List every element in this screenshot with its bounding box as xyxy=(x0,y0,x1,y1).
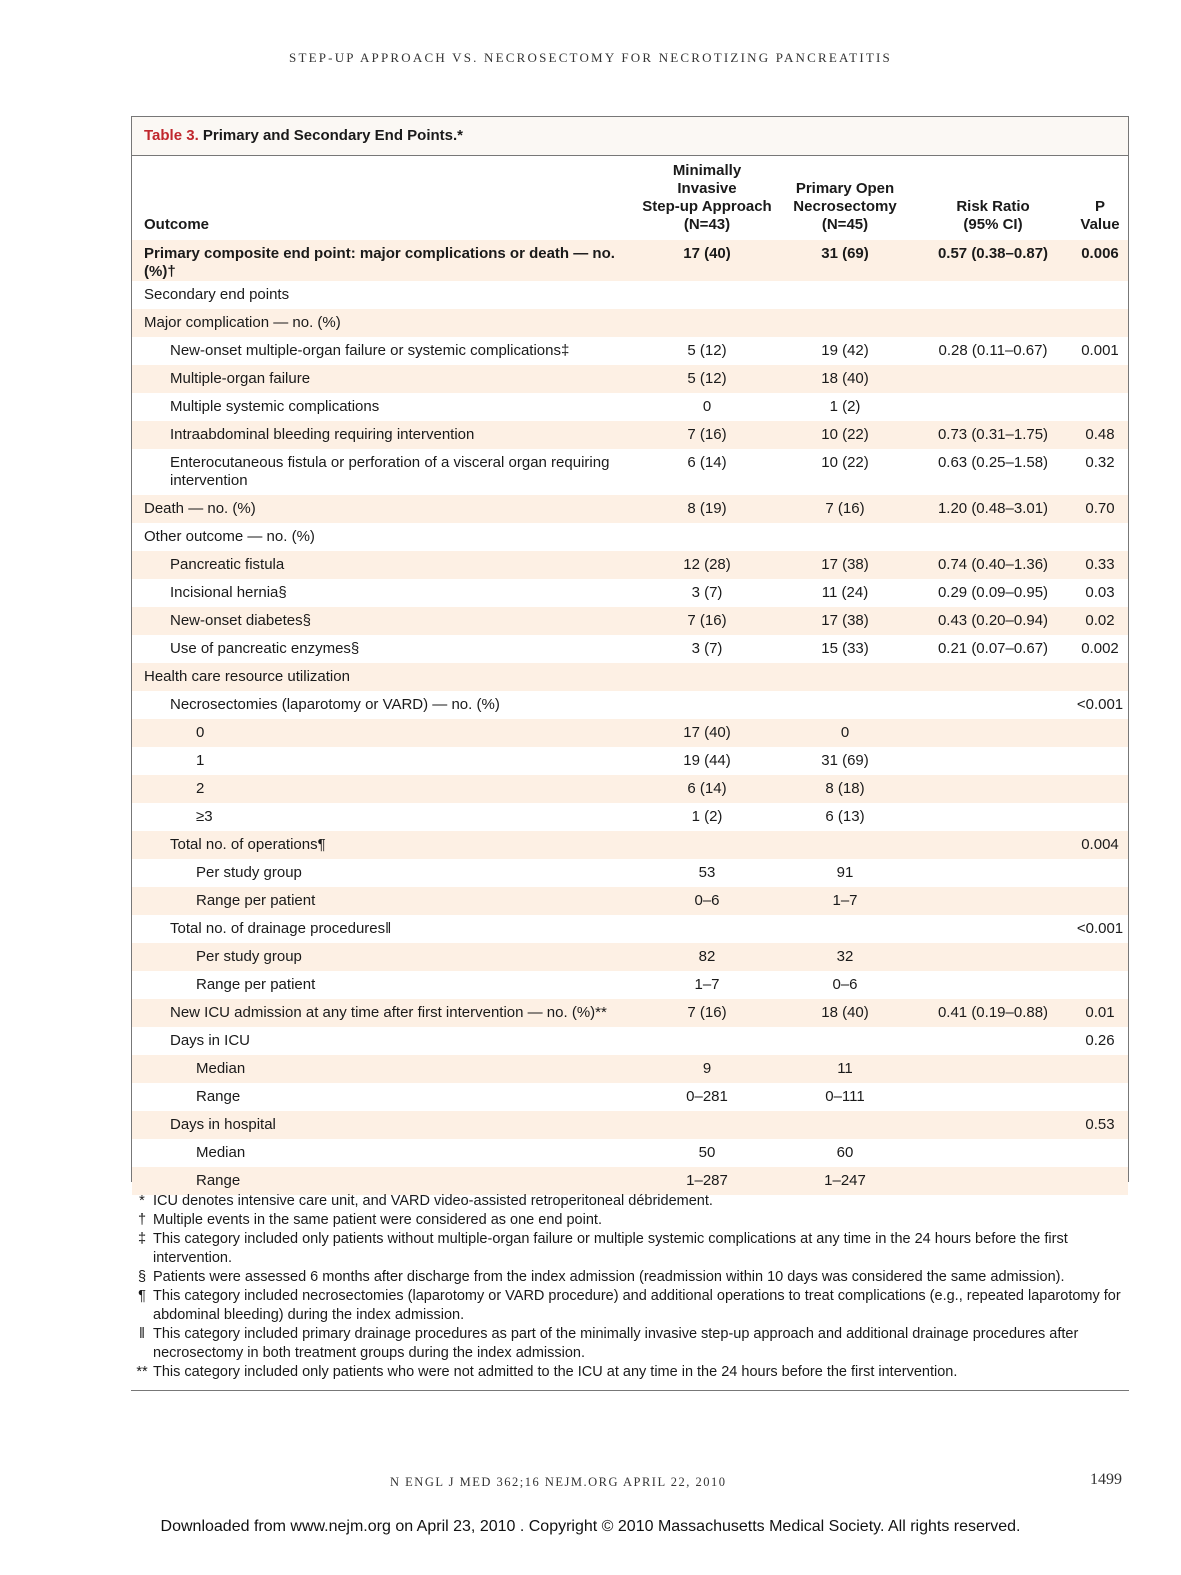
cell-step-up: 0–281 xyxy=(686,1088,728,1105)
header-step-up-line: (N=43) xyxy=(683,216,731,233)
cell-necrosectomy: 11 (24) xyxy=(821,584,869,601)
cell-p-value xyxy=(1072,523,1128,551)
cell-step-up: 3 (7) xyxy=(691,584,723,601)
cell-outcome: Incisional hernia§ xyxy=(170,584,287,601)
cell-outcome: New ICU admission at any time after first intervention — no. (%)** xyxy=(170,1004,607,1021)
cell-outcome: Necrosectomies (laparotomy or VARD) — no. (%) xyxy=(170,696,500,713)
cell-step-up xyxy=(638,1027,776,1055)
cell-risk-ratio xyxy=(914,1027,1072,1055)
cell-necrosectomy: 91 xyxy=(836,864,854,881)
table-row xyxy=(132,719,1128,747)
table-row xyxy=(132,635,1128,663)
cell-step-up: 1 (2) xyxy=(691,808,723,825)
table-row xyxy=(132,309,1128,337)
header-necrosectomy-line: (N=45) xyxy=(821,216,869,233)
cell-risk-ratio: 0.41 (0.19–0.88) xyxy=(937,1004,1049,1021)
table-row xyxy=(132,337,1128,365)
cell-p-value: 0.002 xyxy=(1081,640,1119,657)
table-row xyxy=(132,1055,1128,1083)
cell-necrosectomy: 10 (22) xyxy=(821,454,869,471)
cell-risk-ratio xyxy=(914,943,1072,971)
cell-risk-ratio xyxy=(914,971,1072,999)
table-row xyxy=(132,999,1128,1027)
cell-p-value xyxy=(1072,393,1128,421)
cell-risk-ratio: 0.21 (0.07–0.67) xyxy=(937,640,1049,657)
cell-necrosectomy: 8 (18) xyxy=(825,780,865,797)
cell-necrosectomy: 1–247 xyxy=(824,1172,866,1189)
cell-outcome: Range per patient xyxy=(196,976,316,993)
cell-outcome: Other outcome — no. (%) xyxy=(144,528,315,545)
footnote xyxy=(131,1192,1129,1211)
cell-risk-ratio: 0.43 (0.20–0.94) xyxy=(937,612,1049,629)
cell-p-value xyxy=(1072,281,1128,309)
footnotes xyxy=(131,1192,1129,1382)
cell-p-value xyxy=(1072,365,1128,393)
cell-outcome: Days in ICU xyxy=(170,1032,251,1049)
table-number: Table 3. xyxy=(144,127,199,144)
cell-p-value: 0.004 xyxy=(1081,836,1119,853)
cell-step-up: 17 (40) xyxy=(683,724,731,741)
footnote-text: This category included necrosectomies (laparotomy or VARD procedure) and additional operations to treat complications (e.g., repeated laparotomy for abdominal bleeding) during the index admission. xyxy=(153,1288,1121,1323)
footnote-text: This category included only patients who were not admitted to the ICU at any time in the 24 hours before the first intervention. xyxy=(153,1364,958,1380)
cell-p-value: <0.001 xyxy=(1076,696,1124,713)
cell-risk-ratio xyxy=(914,1111,1072,1139)
cell-risk-ratio xyxy=(914,309,1072,337)
footnote xyxy=(131,1230,1129,1268)
cell-risk-ratio xyxy=(914,747,1072,775)
header-step-up-line: Minimally Invasive xyxy=(672,162,742,197)
cell-p-value: 0.03 xyxy=(1085,584,1115,601)
cell-p-value: 0.53 xyxy=(1085,1116,1115,1133)
cell-risk-ratio xyxy=(914,281,1072,309)
cell-step-up xyxy=(638,915,776,943)
table-row xyxy=(132,747,1128,775)
cell-p-value xyxy=(1072,803,1128,831)
cell-risk-ratio: 0.63 (0.25–1.58) xyxy=(937,454,1049,471)
table-row xyxy=(132,579,1128,607)
cell-outcome: Total no. of operations¶ xyxy=(170,836,326,853)
cell-outcome: Range per patient xyxy=(196,892,316,909)
cell-outcome: Multiple systemic complications xyxy=(170,398,380,415)
cell-outcome: Enterocutaneous fistula or perforation of a visceral organ requiring intervention xyxy=(170,454,610,489)
running-head: STEP-UP APPROACH VS. NECROSECTOMY FOR NECROTIZING PANCREATITIS xyxy=(289,50,892,65)
cell-p-value: 0.32 xyxy=(1085,454,1115,471)
cell-p-value: <0.001 xyxy=(1076,920,1124,937)
header-necrosectomy xyxy=(776,156,914,240)
table-row xyxy=(132,523,1128,551)
cell-p-value xyxy=(1072,943,1128,971)
cell-necrosectomy: 0–6 xyxy=(832,976,858,993)
cell-necrosectomy: 7 (16) xyxy=(825,500,865,517)
journal-footer: N ENGL J MED 362;16 NEJM.ORG APRIL 22, 2010 xyxy=(390,1475,727,1489)
cell-risk-ratio xyxy=(914,775,1072,803)
table-row xyxy=(132,803,1128,831)
table-row xyxy=(132,859,1128,887)
cell-necrosectomy: 6 (13) xyxy=(825,808,865,825)
footnote xyxy=(131,1268,1129,1287)
cell-risk-ratio: 0.74 (0.40–1.36) xyxy=(937,556,1049,573)
cell-step-up: 6 (14) xyxy=(687,780,727,797)
cell-step-up: 50 xyxy=(698,1144,716,1161)
header-p-value-line: P Value xyxy=(1080,198,1120,233)
cell-risk-ratio xyxy=(914,859,1072,887)
cell-step-up: 1–7 xyxy=(694,976,720,993)
cell-risk-ratio: 0.28 (0.11–0.67) xyxy=(938,342,1048,359)
cell-step-up: 1–287 xyxy=(686,1172,728,1189)
table-row xyxy=(132,365,1128,393)
header-outcome: Outcome xyxy=(144,216,210,233)
footnote xyxy=(131,1211,1129,1230)
cell-risk-ratio: 0.29 (0.09–0.95) xyxy=(937,584,1049,601)
cell-necrosectomy xyxy=(776,663,914,691)
cell-necrosectomy: 11 xyxy=(837,1060,853,1077)
cell-step-up: 9 xyxy=(702,1060,712,1077)
table-row xyxy=(132,393,1128,421)
cell-step-up: 12 (28) xyxy=(683,556,731,573)
cell-step-up xyxy=(638,691,776,719)
cell-step-up xyxy=(638,831,776,859)
cell-necrosectomy: 60 xyxy=(836,1144,854,1161)
cell-outcome: Health care resource utilization xyxy=(144,668,350,685)
table-row xyxy=(132,887,1128,915)
cell-step-up: 7 (16) xyxy=(687,612,727,629)
cell-step-up: 53 xyxy=(698,864,716,881)
cell-outcome: Pancreatic fistula xyxy=(170,556,285,573)
cell-p-value: 0.001 xyxy=(1081,342,1119,359)
cell-step-up: 82 xyxy=(698,948,716,965)
cell-step-up: 0 xyxy=(702,398,712,415)
table-row xyxy=(132,831,1128,859)
footnote-symbol: ** xyxy=(136,1364,148,1380)
cell-outcome: Range xyxy=(196,1088,241,1105)
footnote-text: This category included primary drainage procedures as part of the minimally invasive step-up approach and additional drainage procedures after necrosectomy in both treatment groups during the index admission. xyxy=(153,1326,1079,1361)
footnote-symbol: ¶ xyxy=(138,1288,146,1304)
cell-step-up xyxy=(638,663,776,691)
cell-risk-ratio xyxy=(914,1055,1072,1083)
cell-p-value: 0.48 xyxy=(1085,426,1115,443)
table-row xyxy=(132,1111,1128,1139)
cell-step-up: 5 (12) xyxy=(687,342,727,359)
cell-risk-ratio xyxy=(914,1167,1072,1195)
cell-step-up: 7 (16) xyxy=(687,426,727,443)
footnote-symbol: ‡ xyxy=(137,1231,147,1247)
cell-risk-ratio xyxy=(914,691,1072,719)
cell-risk-ratio xyxy=(914,1139,1072,1167)
cell-p-value xyxy=(1072,859,1128,887)
cell-p-value: 0.006 xyxy=(1081,245,1119,262)
cell-necrosectomy: 32 xyxy=(836,948,854,965)
cell-p-value: 0.26 xyxy=(1085,1032,1115,1049)
cell-p-value xyxy=(1072,1083,1128,1111)
cell-necrosectomy xyxy=(776,1111,914,1139)
cell-necrosectomy: 10 (22) xyxy=(821,426,869,443)
cell-p-value xyxy=(1072,1139,1128,1167)
table-row xyxy=(132,1167,1128,1195)
table-title: Primary and Secondary End Points.* xyxy=(202,127,463,144)
cell-risk-ratio xyxy=(914,915,1072,943)
cell-necrosectomy: 31 (69) xyxy=(821,752,869,769)
cell-necrosectomy: 0 xyxy=(840,724,850,741)
table-row xyxy=(132,551,1128,579)
cell-risk-ratio xyxy=(914,393,1072,421)
cell-outcome: Use of pancreatic enzymes§ xyxy=(170,640,360,657)
results-table xyxy=(131,116,1129,1189)
cell-p-value xyxy=(1072,663,1128,691)
cell-risk-ratio: 0.57 (0.38–0.87) xyxy=(937,245,1049,262)
cell-outcome: 2 xyxy=(196,780,205,797)
cell-risk-ratio xyxy=(914,831,1072,859)
table-row xyxy=(132,449,1128,495)
table-row xyxy=(132,1027,1128,1055)
table-row xyxy=(132,607,1128,635)
table-row xyxy=(132,663,1128,691)
header-step-up xyxy=(638,156,776,240)
cell-step-up: 17 (40) xyxy=(683,245,731,262)
footnote-text: Multiple events in the same patient were considered as one end point. xyxy=(153,1212,602,1228)
footnote-symbol: ‖ xyxy=(139,1326,145,1342)
cell-step-up: 6 (14) xyxy=(687,454,727,471)
cell-p-value xyxy=(1072,1167,1128,1195)
cell-risk-ratio: 0.73 (0.31–1.75) xyxy=(937,426,1049,443)
cell-p-value xyxy=(1072,719,1128,747)
cell-p-value xyxy=(1072,971,1128,999)
cell-necrosectomy: 18 (40) xyxy=(821,370,869,387)
cell-p-value xyxy=(1072,887,1128,915)
cell-outcome: ≥3 xyxy=(196,808,213,825)
cell-p-value xyxy=(1072,775,1128,803)
header-risk-ratio-line: (95% CI) xyxy=(963,216,1023,233)
cell-outcome: Primary composite end point: major complications or death — no. (%)† xyxy=(144,245,615,280)
cell-step-up xyxy=(638,523,776,551)
download-notice: Downloaded from www.nejm.org on April 23, 2010 . Copyright © 2010 Massachusetts Medical Society. All rights reserved. xyxy=(160,1518,1021,1535)
cell-p-value: 0.70 xyxy=(1085,500,1115,517)
table-caption xyxy=(132,117,1128,156)
cell-outcome: Total no. of drainage procedures‖ xyxy=(170,920,392,937)
cell-necrosectomy: 1 (2) xyxy=(829,398,861,415)
table-row xyxy=(132,915,1128,943)
header-risk-ratio xyxy=(914,156,1072,240)
cell-necrosectomy xyxy=(776,309,914,337)
footnote-symbol: § xyxy=(137,1269,147,1285)
cell-necrosectomy xyxy=(776,523,914,551)
footnote-symbol: † xyxy=(137,1212,147,1228)
header-p-value xyxy=(1072,156,1128,240)
cell-outcome: New-onset multiple-organ failure or systemic complications‡ xyxy=(170,342,570,359)
cell-p-value: 0.02 xyxy=(1085,612,1115,629)
cell-step-up: 19 (44) xyxy=(683,752,731,769)
cell-necrosectomy: 17 (38) xyxy=(821,556,869,573)
cell-outcome: Median xyxy=(196,1144,246,1161)
cell-necrosectomy xyxy=(776,691,914,719)
cell-outcome: New-onset diabetes§ xyxy=(170,612,311,629)
cell-outcome: Multiple-organ failure xyxy=(170,370,311,387)
cell-p-value: 0.01 xyxy=(1085,1004,1115,1021)
cell-p-value: 0.33 xyxy=(1085,556,1115,573)
cell-risk-ratio xyxy=(914,719,1072,747)
cell-outcome: Secondary end points xyxy=(144,286,290,303)
cell-step-up xyxy=(638,1111,776,1139)
cell-necrosectomy xyxy=(776,831,914,859)
footnote-symbol: * xyxy=(139,1193,145,1209)
cell-p-value xyxy=(1072,309,1128,337)
cell-outcome: 0 xyxy=(196,724,205,741)
cell-necrosectomy xyxy=(776,915,914,943)
table-row xyxy=(132,691,1128,719)
footnote xyxy=(131,1287,1129,1325)
cell-step-up: 3 (7) xyxy=(691,640,723,657)
cell-step-up xyxy=(638,309,776,337)
cell-risk-ratio xyxy=(914,803,1072,831)
table-row xyxy=(132,1139,1128,1167)
cell-outcome: Median xyxy=(196,1060,246,1077)
cell-necrosectomy: 0–111 xyxy=(825,1088,865,1105)
cell-necrosectomy: 18 (40) xyxy=(821,1004,869,1021)
cell-risk-ratio xyxy=(914,887,1072,915)
cell-outcome: Major complication — no. (%) xyxy=(144,314,341,331)
cell-outcome: Per study group xyxy=(196,864,302,881)
footnote xyxy=(131,1325,1129,1363)
cell-necrosectomy: 15 (33) xyxy=(821,640,869,657)
cell-necrosectomy xyxy=(776,281,914,309)
cell-p-value xyxy=(1072,747,1128,775)
cell-necrosectomy: 19 (42) xyxy=(821,342,869,359)
cell-step-up: 5 (12) xyxy=(687,370,727,387)
cell-outcome: 1 xyxy=(196,752,205,769)
cell-risk-ratio xyxy=(914,523,1072,551)
footnote-text: Patients were assessed 6 months after discharge from the index admission (readmission within 10 days was considered the same admission). xyxy=(153,1269,1065,1285)
cell-necrosectomy: 31 (69) xyxy=(821,245,869,262)
table-row xyxy=(132,240,1128,281)
header-necrosectomy-line: Primary Open xyxy=(795,180,895,197)
cell-risk-ratio: 1.20 (0.48–3.01) xyxy=(937,500,1049,517)
cell-outcome: Intraabdominal bleeding requiring intervention xyxy=(170,426,475,443)
table-row xyxy=(132,495,1128,523)
cell-p-value xyxy=(1072,1055,1128,1083)
cell-outcome: Days in hospital xyxy=(170,1116,276,1133)
cell-necrosectomy xyxy=(776,1027,914,1055)
footnote-rule xyxy=(131,1390,1129,1391)
table-row xyxy=(132,421,1128,449)
table-row xyxy=(132,1083,1128,1111)
footnote-text: This category included only patients without multiple-organ failure or multiple systemic complications at any time in the 24 hours before the first intervention. xyxy=(153,1231,1068,1266)
header-risk-ratio-line: Risk Ratio xyxy=(956,198,1030,215)
table-row xyxy=(132,775,1128,803)
cell-risk-ratio xyxy=(914,1083,1072,1111)
cell-risk-ratio xyxy=(914,365,1072,393)
cell-necrosectomy: 17 (38) xyxy=(821,612,869,629)
cell-outcome: Death — no. (%) xyxy=(144,500,256,517)
footnote xyxy=(131,1363,1129,1382)
cell-outcome: Range xyxy=(196,1172,241,1189)
cell-necrosectomy: 1–7 xyxy=(832,892,858,909)
cell-step-up: 0–6 xyxy=(694,892,720,909)
cell-step-up: 7 (16) xyxy=(687,1004,727,1021)
cell-step-up: 8 (19) xyxy=(687,500,727,517)
cell-step-up xyxy=(638,281,776,309)
cell-risk-ratio xyxy=(914,663,1072,691)
header-step-up-line: Step-up Approach xyxy=(642,198,772,215)
header-necrosectomy-line: Necrosectomy xyxy=(793,198,897,215)
table-row xyxy=(132,943,1128,971)
cell-outcome: Per study group xyxy=(196,948,302,965)
page-number: 1499 xyxy=(1090,1471,1122,1488)
footnote-text: ICU denotes intensive care unit, and VARD video-assisted retroperitoneal débridement. xyxy=(153,1193,713,1209)
table-header-row xyxy=(132,156,1128,240)
table-row xyxy=(132,281,1128,309)
table-row xyxy=(132,971,1128,999)
